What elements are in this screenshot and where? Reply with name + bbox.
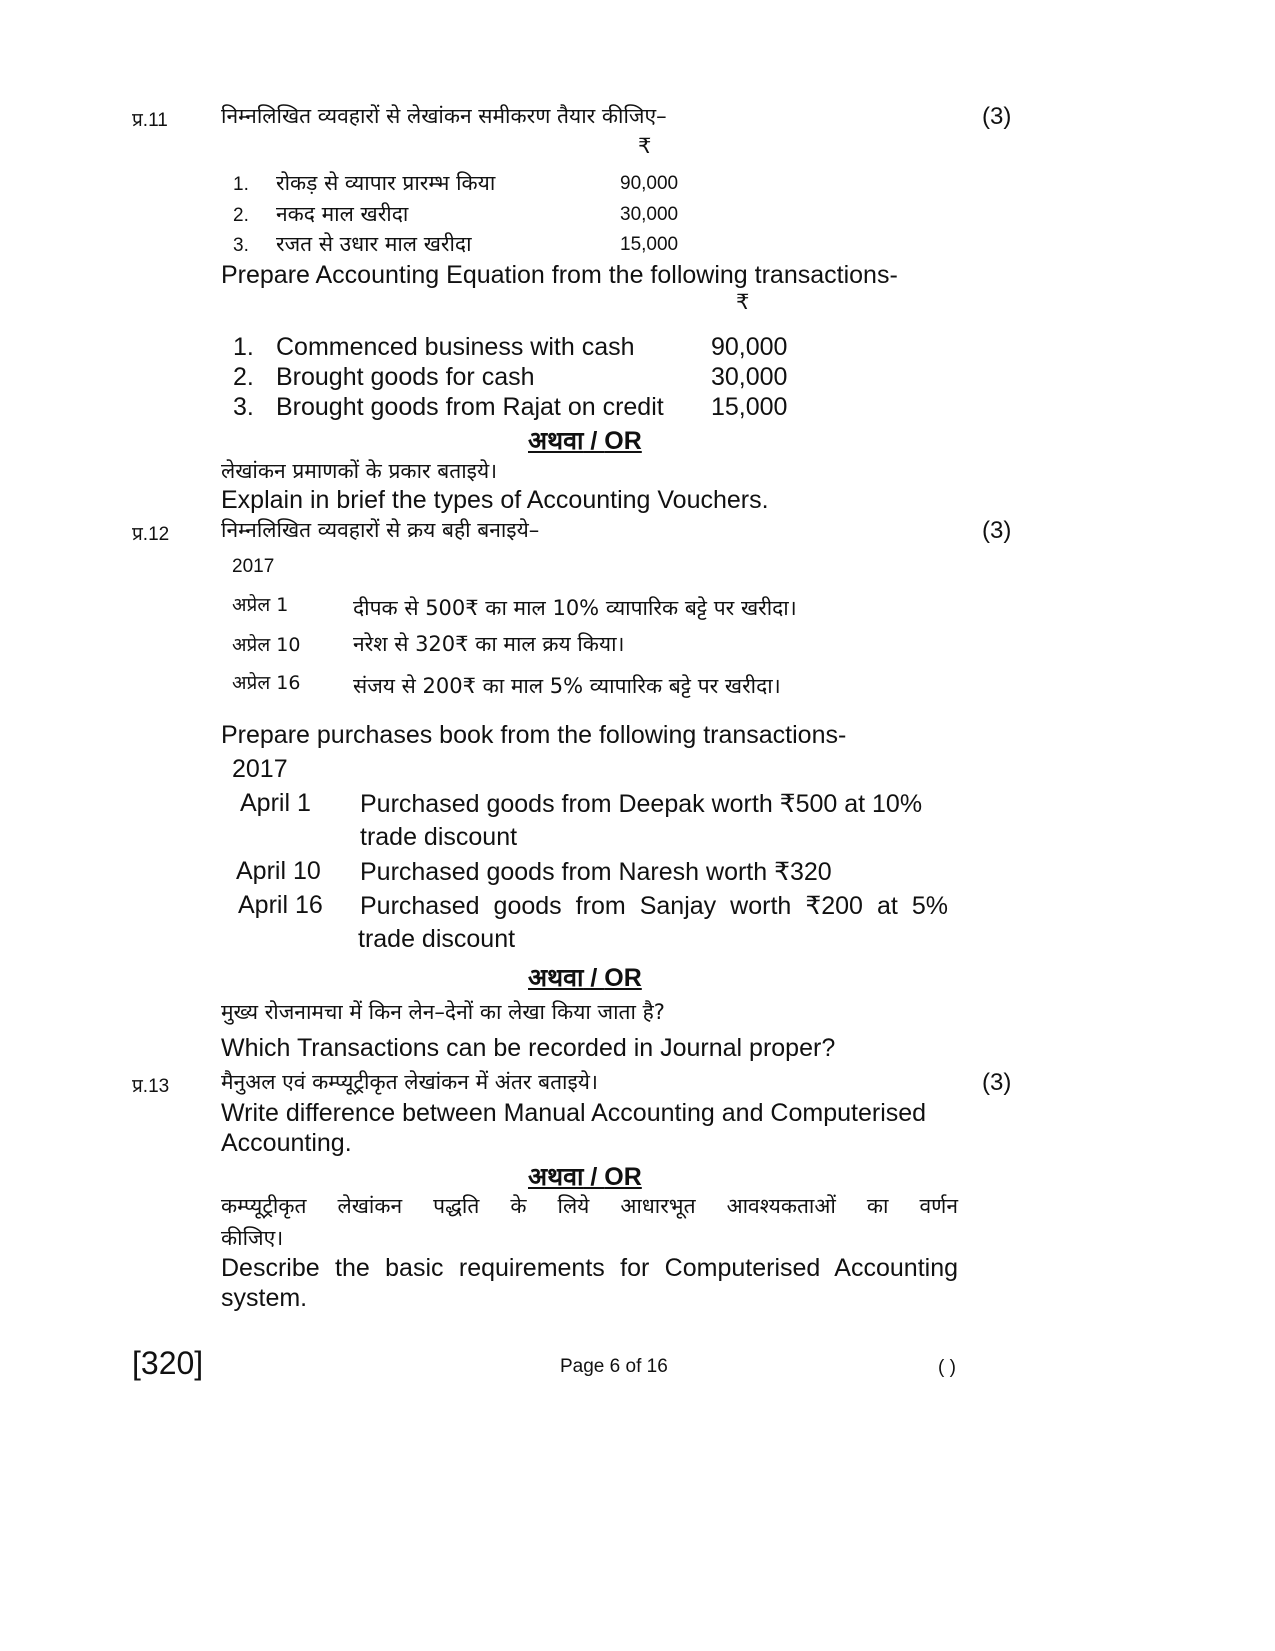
q12-english-item-1-line2: trade discount xyxy=(360,823,518,851)
q12-english-item-3-date: April 16 xyxy=(238,891,323,919)
q11-english-item-3-amount: 15,000 xyxy=(711,393,788,421)
q11-or-hindi: अथवा xyxy=(528,426,584,455)
page-number: Page 6 of 16 xyxy=(560,1356,668,1377)
q12-english-item-2-date: April 10 xyxy=(236,857,321,885)
question-13-hindi-text: मैनुअल एवं कम्प्यूट्रीकृत लेखांकन में अंतर बताइये। xyxy=(221,1070,598,1094)
q11-hindi-item-2-amount: 30,000 xyxy=(620,204,679,225)
q12-english-item-3-line1: Purchased goods from Sanjay worth ₹200 at 5% xyxy=(360,892,948,920)
q11-alternate-english: Explain in brief the types of Accounting Vouchers. xyxy=(221,486,769,514)
q12-hindi-year: 2017 xyxy=(232,556,275,577)
question-11-english-title: Prepare Accounting Equation from the following transactions- xyxy=(221,261,898,289)
q12-english-item-2-line1: Purchased goods from Naresh worth ₹320 xyxy=(360,858,832,886)
q12-or-english: OR xyxy=(604,964,642,992)
subject-code: [320] xyxy=(132,1345,204,1381)
question-12-english-title: Prepare purchases book from the following transactions- xyxy=(221,721,847,749)
q12-english-item-1-line1: Purchased goods from Deepak worth ₹500 at 10% xyxy=(360,790,923,818)
question-12-hindi-title: निम्नलिखित व्यवहारों से क्रय बही बनाइये– xyxy=(221,518,540,542)
q11-english-item-2-amount: 30,000 xyxy=(711,363,788,391)
q11-hindi-item-3-num: 3. xyxy=(233,235,249,256)
question-11-number: प्र.11 xyxy=(132,110,168,131)
q13-alternate-hindi-line1: कम्प्यूट्रीकृत लेखांकन पद्धति के लिये आधारभूत आवश्यकताओं का वर्णन xyxy=(221,1194,958,1218)
q11-english-item-3-num: 3. xyxy=(233,393,254,421)
q13-alternate-hindi-line2: कीजिए। xyxy=(221,1226,284,1250)
q12-hindi-item-2-date: अप्रेल 10 xyxy=(232,634,301,656)
q12-hindi-item-1-text: दीपक से 500₹ का माल 10% व्यापारिक बट्टे पर खरीदा। xyxy=(353,596,797,620)
q11-hindi-item-2-text: नकद माल खरीदा xyxy=(276,202,409,226)
q11-hindi-item-1-text: रोकड़ से व्यापार प्रारम्भ किया xyxy=(276,171,496,195)
q12-alternate-english: Which Transactions can be recorded in Journal proper? xyxy=(221,1034,836,1062)
question-13-marks: (3) xyxy=(982,1069,1012,1096)
q12-or-hindi: अथवा xyxy=(528,963,584,992)
q13-alternate-english-line2: system. xyxy=(221,1284,308,1312)
question-12-marks: (3) xyxy=(982,517,1012,544)
q11-alternate-hindi: लेखांकन प्रमाणकों के प्रकार बताइये। xyxy=(221,459,498,483)
q11-hindi-item-1-amount: 90,000 xyxy=(620,173,679,194)
q11-hindi-item-1-num: 1. xyxy=(233,174,249,195)
q13-alternate-english-line1: Describe the basic requirements for Computerised Accounting xyxy=(221,1254,958,1282)
q11-english-item-1-num: 1. xyxy=(233,333,254,361)
q11-english-item-3-text: Brought goods from Rajat on credit xyxy=(276,393,664,421)
question-13-english-line1: Write difference between Manual Accounting and Computerised xyxy=(221,1099,927,1127)
question-12-number: प्र.12 xyxy=(132,524,170,545)
question-13-number: प्र.13 xyxy=(132,1076,170,1097)
q11-or-english: OR xyxy=(604,427,642,455)
footer-parentheses: ( ) xyxy=(938,1357,956,1378)
q11-english-item-1-amount: 90,000 xyxy=(711,333,788,361)
q12-hindi-item-3-date: अप्रेल 16 xyxy=(232,672,301,694)
rupee-symbol-header-hindi: ₹ xyxy=(638,134,652,158)
q13-or-hindi: अथवा xyxy=(528,1162,584,1191)
q13-or-divider: अथवा / OR xyxy=(528,1162,642,1191)
q11-hindi-item-3-text: रजत से उधार माल खरीदा xyxy=(276,232,472,256)
q11-english-item-2-text: Brought goods for cash xyxy=(276,363,535,391)
question-11-hindi-title: निम्नलिखित व्यवहारों से लेखांकन समीकरण तैयार कीजिए– xyxy=(221,104,667,128)
rupee-symbol-header-english: ₹ xyxy=(736,290,750,314)
q12-or-divider: अथवा / OR xyxy=(528,963,642,992)
q11-or-divider: अथवा / OR xyxy=(528,426,642,455)
q12-english-item-3-line2: trade discount xyxy=(358,925,516,953)
q12-english-item-1-date: April 1 xyxy=(240,789,311,817)
q11-hindi-item-2-num: 2. xyxy=(233,205,249,226)
q11-english-item-2-num: 2. xyxy=(233,363,254,391)
q12-hindi-item-3-text: संजय से 200₹ का माल 5% व्यापारिक बट्टे पर खरीदा। xyxy=(353,674,781,698)
q11-english-item-1-text: Commenced business with cash xyxy=(276,333,635,361)
q11-hindi-item-3-amount: 15,000 xyxy=(620,234,679,255)
q12-hindi-item-1-date: अप्रेल 1 xyxy=(232,594,289,616)
question-13-english-line2: Accounting. xyxy=(221,1129,352,1157)
q12-alternate-hindi: मुख्य रोजनामचा में किन लेन–देनों का लेखा किया जाता है? xyxy=(221,1000,665,1024)
q13-or-english: OR xyxy=(604,1163,642,1191)
q12-english-year: 2017 xyxy=(232,755,288,783)
q12-hindi-item-2-text: नरेश से 320₹ का माल क्रय किया। xyxy=(353,632,625,656)
question-11-marks: (3) xyxy=(982,103,1012,130)
